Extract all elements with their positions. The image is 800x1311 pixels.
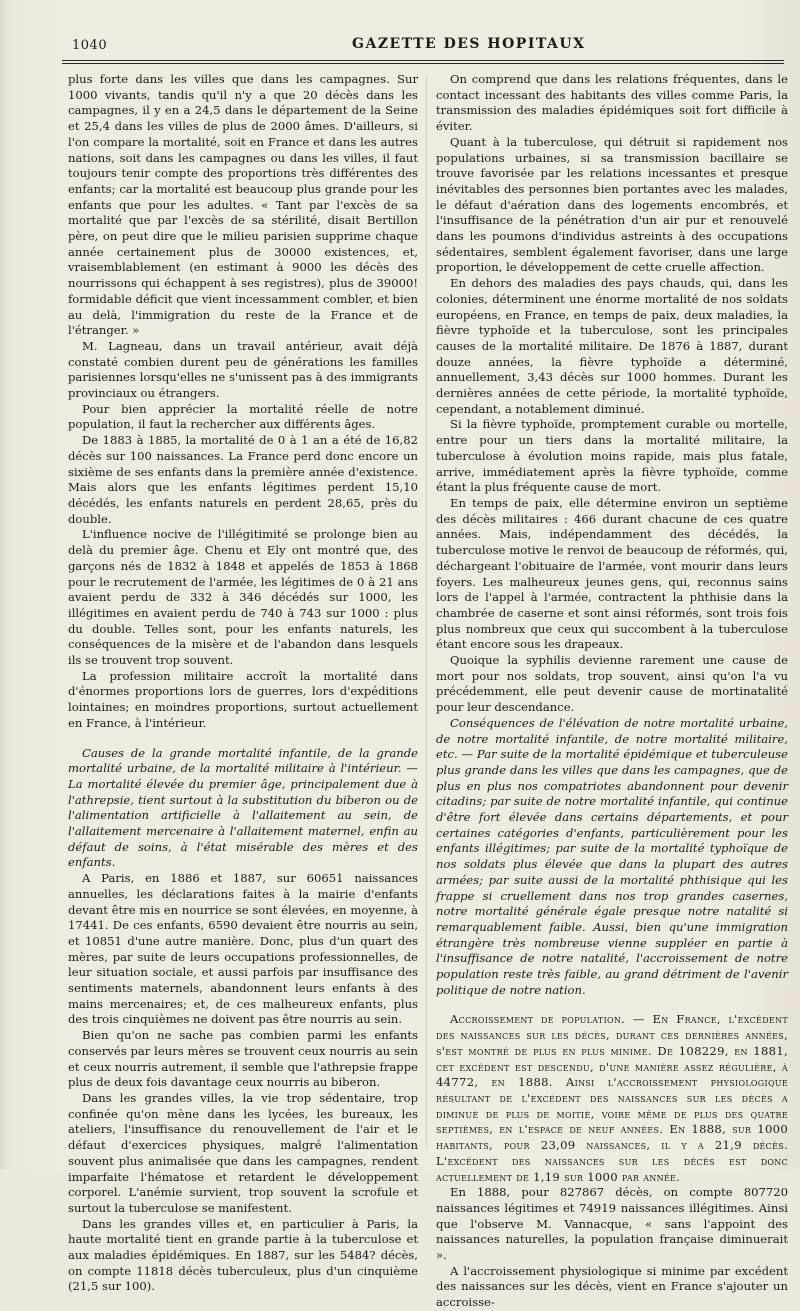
paragraph: Bien qu'on ne sache pas combien parmi les enfants conservés par leurs mères se trouvent ceux nourris au sein et ceux nourris autrement, il semble que l'athrepsie frappe plus de deux fois davantage ceux nourris au biberon.	[68, 1028, 418, 1090]
paragraph: plus forte dans les villes que dans les campagnes. Sur 1000 vivants, tandis qu'il n'y a que 20 décès dans les campagnes, il y en a 24,5 dans le département de la Seine et 25,4 dans les villes de plus de 2000 âmes. D'ailleurs, si l'on compare la mortalité, soit en France et dans les autres nations, soit dans les campagnes ou dans les villes, il faut toujours tenir compte des proportions très différentes des enfants; car la mortalité est beaucoup plus grande pour les enfants que pour les adultes. « Tant par l'excès de sa mortalité que par l'excès de sa stérilité, disait Bertillon père, on peut dire que le milieu parisien supprime chaque année certainement plus de 30000 existences, et, vraisemblablement (en estimant à 9000 les décès des nourrissons qui échappent à ses registres), plus de 39000! formidable déficit que vient incessamment combler, et bien au delà, l'immigration du reste de la France et de l'étranger. »	[68, 72, 418, 338]
paragraph: De 1883 à 1885, la mortalité de 0 à 1 an a été de 16,82 décès sur 100 naissances. La France perd donc encore un sixième de ses enfants dans la première année d'existence. Mais alors que les enfants légitimes perdent 15,10 décédés, les enfants naturels en perdent 28,65, près du double.	[68, 433, 418, 526]
spacer	[68, 732, 418, 746]
section-paragraph-accroissement: Accroissement de population. — En France, l'excédent des naissances sur les décès, durant ces dernières années, s'est montré de plus en plus minime. De 108229, en 1881, cet excédent est descendu, d'une manière assez régulière, à 44772, en 1888. Ainsi l'accroissement physiologique résultant de l'excédent des naissances sur les décès a diminué de plus de moitié, voire même de plus des quatre septièmes, en l'espace de neuf années. En 1888, sur 1000 habitants, pour 23,09 naissances, il y a 21,9 décès. L'excédent des naissances sur les décès est donc actuellement de 1,19 sur 1000 par année.	[436, 1012, 788, 1184]
paragraph: En 1888, pour 827867 décès, on compte 807720 naissances légitimes et 74919 naissances illégitimes. Ainsi que l'observe M. Vannacque, « sans l'appoint des naissances naturelles, la population française diminuerait ».	[436, 1185, 788, 1263]
spacer	[436, 998, 788, 1012]
page-header	[62, 34, 786, 60]
paragraph: En dehors des maladies des pays chauds, qui, dans les colonies, déterminent une énorme mortalité de nos soldats européens, en France, en temps de paix, deux maladies, la fièvre typhoïde et la tuberculose, sont les principales causes de la mortalité militaire. De 1876 à 1887, durant douze années, la fièvre typhoïde a déterminé, annuellement, 3,43 décès sur 1000 hommes. Durant les dernières années de cette période, la mortalité typhoïde, cependant, a notablement diminué.	[436, 276, 788, 416]
paragraph: Quoique la syphilis devienne rarement une cause de mort pour nos soldats, trop souvent, ainsi qu'on l'a vu précédemment, elle peut devenir cause de mortinatalité pour leur descendance.	[436, 653, 788, 715]
paragraph: Pour bien apprécier la mortalité réelle de notre population, il faut la rechercher aux différents âges.	[68, 401, 418, 432]
running-title: GAZETTE DES HOPITAUX	[352, 36, 586, 52]
column-gutter	[426, 76, 427, 1149]
paragraph: A Paris, en 1886 et 1887, sur 60651 naissances annuelles, les déclarations faites à la mairie d'enfants devant être mis en nourrice se sont élevées, en moyenne, à 17441. De ces enfants, 6590 devaient être nourris au sein, et 10851 d'une autre manière. Donc, plus d'un quart des mères, par suite de leurs occupations professionnelles, de leur situation sociale, et aussi parfois par insuffisance des sentiments maternels, abandonnent leurs enfants à des mains mercenaires; et, de ces malheureux enfants, plus des trois cinquièmes ne doivent pas être nourris au sein.	[68, 871, 418, 1027]
paragraph: Quant à la tuberculose, qui détruit si rapidement nos populations urbaines, si sa transmission bacillaire se trouve favorisée par les relations incessantes et presque inévitables des personnes bien portantes avec les malades, le défaut d'aération dans des logements encombrés, et l'insuffisance de la pénétration d'un air pur et renouvelé dans les poumons d'individus astreints à des occupations sédentaires, semblent également favoriser, dans une large proportion, le développement de cette cruelle affection.	[436, 134, 788, 275]
page-number: 1040	[72, 38, 108, 53]
paragraph: L'influence nocive de l'illégitimité se prolonge bien au delà du premier âge. Chenu et Ely ont montré que, des garçons nés de 1832 à 1848 et appelés de 1853 à 1868 pour le recrutement de l'armée, les légitimes de 0 à 21 ans avaient perdu de 332 à 346 décédés sur 1000, les illégitimes en avaient perdu de 740 à 743 sur 1000 : plus du double. Telles sont, pour les enfants naturels, les conséquences de la misère et de l'abandon dans lesquels ils se trouvent trop souvent.	[68, 527, 418, 668]
section-paragraph-causes: Causes de la grande mortalité infantile, de la grande mortalité urbaine, de la mortalité militaire à l'intérieur. — La mortalité élevée du premier âge, principalement due à l'athrepsie, tient surtout à la substitution du biberon ou de l'alimentation artificielle à l'allaitement au sein, de l'allaitement mercenaire à l'allaitement maternel, enfin au défaut de soins, à l'état misérable des mères et des enfants.	[68, 745, 418, 870]
section-paragraph-consequences: Conséquences de l'élévation de notre mortalité urbaine, de notre mortalité infantile, de notre mortalité militaire, etc. — Par suite de la mortalité épidémique et tuberculeuse plus grande dans les villes que dans les campagnes, que de plus en plus nos compatriotes abandonnent pour devenir citadins; par suite de notre mortalité infantile, qui continue d'être fort élevée dans certains départements, et pour certaines catégories d'enfants, particulièrement pour les enfants illégitimes; par suite de la mortalité typhoïque de nos soldats plus élevée que dans la plupart des autres armées; par suite aussi de la mortalité phthisique qui les frappe si cruellement dans nos trop grandes casernes, notre mortalité générale égale presque notre natalité si remarquablement faible. Aussi, bien qu'une immigration étrangère très nombreuse vienne suppléer en partie à l'insuffisance de notre natalité, l'accroissement de notre population reste très faible, au grand détriment de l'avenir politique de notre nation.	[436, 715, 788, 997]
paragraph: Dans les grandes villes et, en particulier à Paris, la haute mortalité tient en grande partie à la tuberculose et aux maladies épidémiques. En 1887, sur les 5484? décès, on compte 11818 décès tuberculeux, plus d'un cinquième (21,5 sur 100).	[68, 1216, 418, 1294]
paragraph: On comprend que dans les relations fréquentes, dans le contact incessant des habitants des villes comme Paris, la transmission des maladies épidémiques soit fort difficile à éviter.	[436, 72, 788, 134]
left-column	[68, 72, 418, 1295]
paragraph: En temps de paix, elle détermine environ un septième des décès militaires : 466 durant chacune de ces quatre années. Mais, indépendamment des décédés, la tuberculose motive le renvoi de beaucoup de réformés, qui, déchargeant l'obituaire de l'armée, vont mourir dans leurs foyers. Les malheureux jeunes gens, qui, reconnus sains lors de l'appel à l'armée, contractent la phthisie dans la chambrée de caserne et sont ainsi réformés, sont trois fois plus nombreux que ceux qui succombent à la tuberculose étant encore sous les drapeaux.	[436, 495, 788, 652]
paragraph: Si la fièvre typhoïde, promptement curable ou mortelle, entre pour un tiers dans la mortalité militaire, la tuberculose à évolution moins rapide, mais plus fatale, arrive, immédiatement après la fièvre typhoïde, comme étant la plus fréquente cause de mort.	[436, 417, 788, 495]
paragraph: La profession militaire accroît la mortalité dans d'énormes proportions lors de guerres, lors d'expéditions lointaines; en moindres proportions, surtout actuellement en France, à l'intérieur.	[68, 668, 418, 730]
header-rule	[62, 60, 784, 64]
paragraph: A l'accroissement physiologique si minime par excédent des naissances sur les décès, vient en France s'ajouter un accroisse-	[436, 1263, 788, 1310]
paragraph: Dans les grandes villes, la vie trop sédentaire, trop confinée qu'on mène dans les lycées, les bureaux, les ateliers, l'insuffisance du renouvellement de l'air et le défaut d'exercices physiques, malgré l'alimentation souvent plus animalisée que dans les campagnes, rendent imparfaite l'hématose et retardent le développement corporel. L'anémie survient, trop souvent la scrofule et surtout la tuberculose se manifestent.	[68, 1091, 418, 1215]
paragraph: M. Lagneau, dans un travail antérieur, avait déjà constaté combien durent peu de générations les familles parisiennes lorsqu'elles ne s'unissent pas à des immigrants provinciaux ou étrangers.	[68, 338, 418, 401]
right-column	[436, 72, 788, 1311]
